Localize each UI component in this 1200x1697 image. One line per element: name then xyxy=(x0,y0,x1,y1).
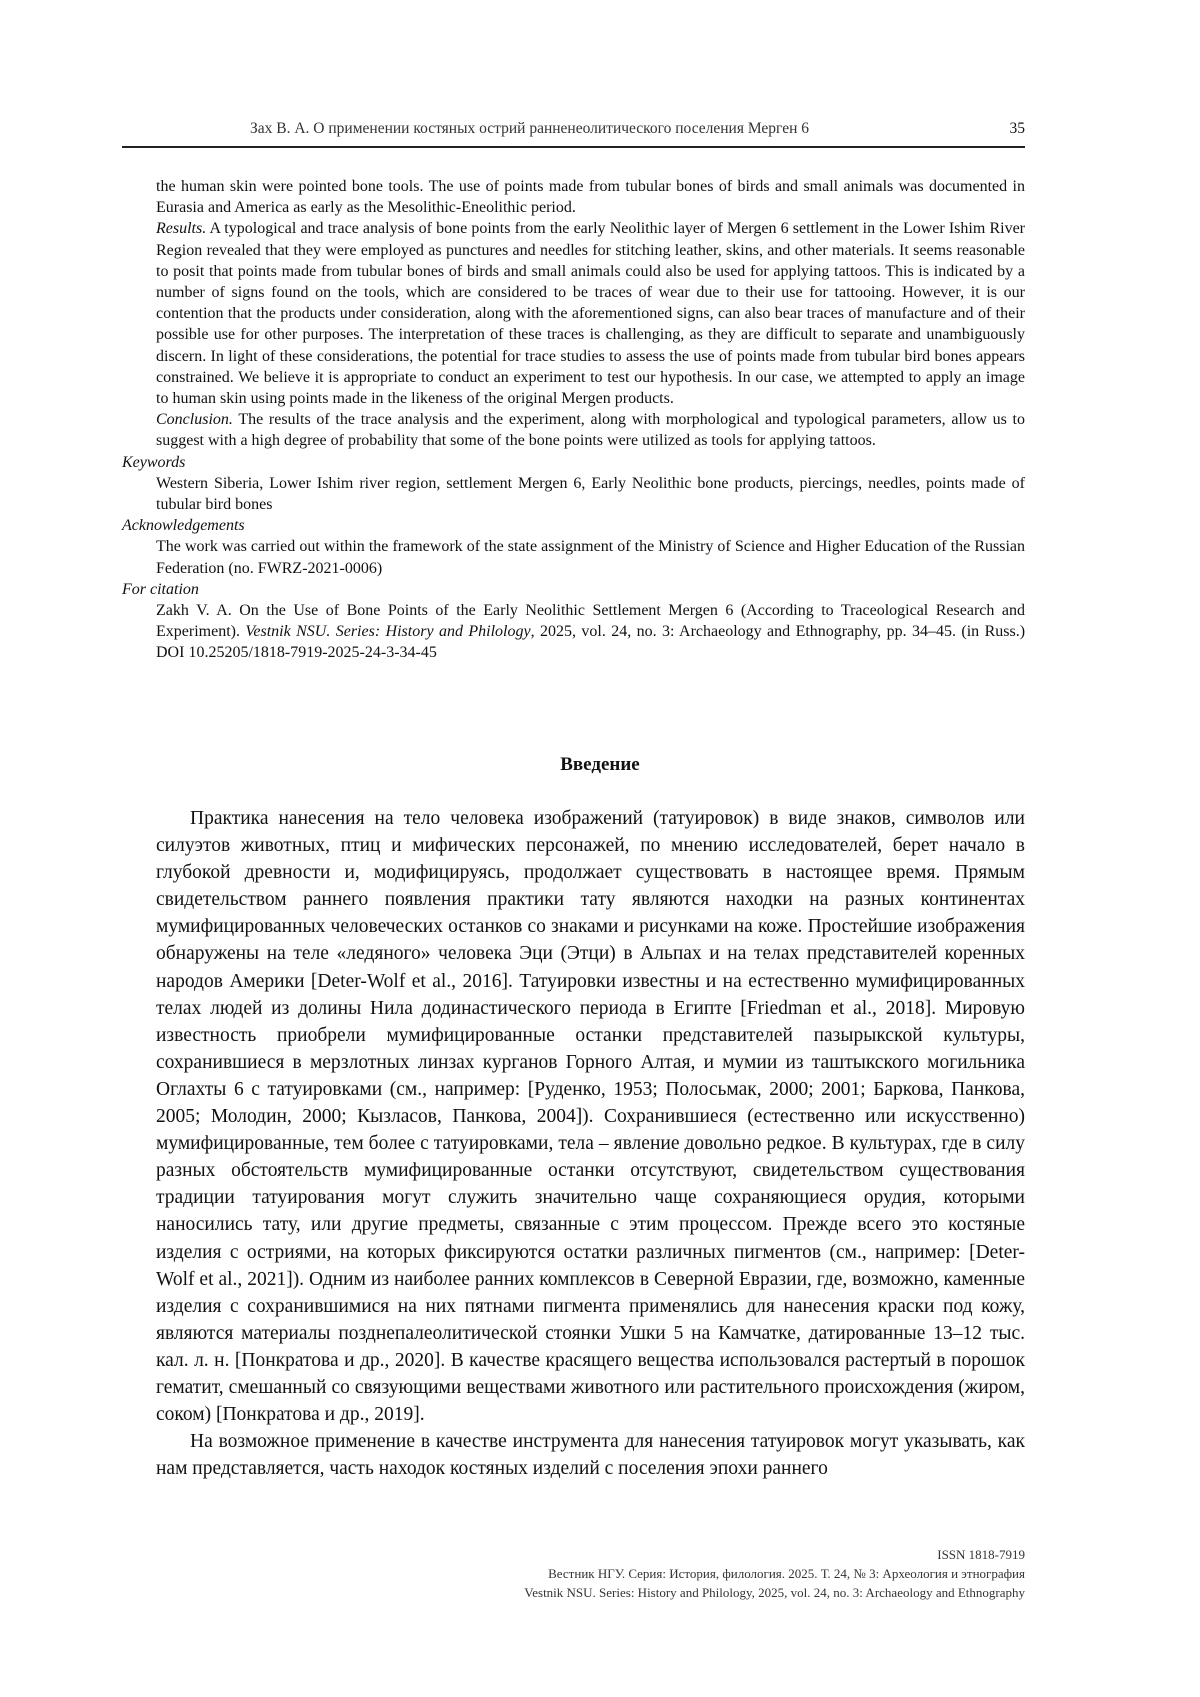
abstract xyxy=(122,176,1025,664)
conclusion-text: The results of the trace analysis and the experiment, along with morphological and typological parameters, allow us to suggest with a high degree of probability that some of the bone points were utilized as tools for applying tattoos. xyxy=(156,411,1025,450)
running-title: Зах В. А. О применении костяных острий ранненеолитического поселения Мерген 6 xyxy=(250,120,810,137)
results-label: Results. xyxy=(156,220,207,238)
page-number: 35 xyxy=(1009,120,1025,137)
results-text: A typological and trace analysis of bone points from the early Neolithic layer of Mergen 6 settlement in the Lower Ishim River Region revealed that they were employed as punctures and needles for stitching leather, skins, and other materials. It seems reasonable to posit that points made from tubular bones of birds and small animals could also be used for applying tattoos. This is indicated by a number of signs found on the tools, which are considered to be traces of wear due to their use for tattooing. However, it is our contention that the products under consideration, along with the aforementioned signs, can also bear traces of manufacture and of their possible use for other purposes. The interpretation of these traces is challenging, as they are difficult to separate and unambiguously discern. In light of these considerations, the potential for trace studies to assess the use of points made from tubular bird bones appears constrained. We believe it is appropriate to conduct an experiment to test our hypothesis. In our case, we attempted to apply an image to human skin using points made in the likeness of the original Mergen products. xyxy=(156,220,1025,408)
section-title: Введение xyxy=(560,754,640,775)
abstract-results xyxy=(122,218,1025,409)
citation-journal: Vestnik NSU. Series: History and Philology xyxy=(245,623,531,641)
citation-label: For citation xyxy=(122,580,199,598)
running-header xyxy=(250,120,1025,138)
footer-journal-ru: Вестник НГУ. Серия: История, филология. 2025. Т. 24, № 3: Археология и этнография xyxy=(548,1566,1025,1581)
ack-text: The work was carried out within the framework of the state assignment of the Ministry of Science and Higher Education of the Russian Federation (no. FWRZ-2021-0006) xyxy=(156,538,1025,577)
citation-b: , 2025, vol. 24, no. 3: Archaeology and Ethnography, pp. 34–45. (in Russ.) DOI 10.25205/1818-7919-2025-24-3-34-45 xyxy=(156,623,1026,662)
header-rule xyxy=(122,146,1025,148)
keywords-label: Keywords xyxy=(122,453,186,471)
citation-text xyxy=(122,600,1025,664)
ack-label: Acknowledgements xyxy=(122,517,245,535)
keywords-text: Western Siberia, Lower Ishim river region, settlement Mergen 6, Early Neolithic bone products, piercings, needles, points made of tubular bird bones xyxy=(156,474,1025,514)
body-text xyxy=(156,805,1025,1482)
abstract-intro: the human skin were pointed bone tools. The use of points made from tubular bones of birds and small animals was documented in Eurasia and America as early as the Mesolithic-Eneolithic period. xyxy=(156,178,1025,217)
citation-a: Zakh V. A. On the Use of Bone Points of the Early Neolithic Settlement Mergen 6 (According to Traceological Research and Experiment). xyxy=(156,602,1025,641)
footer-journal-en: Vestnik NSU. Series: History and Philology, 2025, vol. 24, no. 3: Archaeology and Ethnography xyxy=(524,1585,1025,1600)
conclusion-label: Conclusion. xyxy=(156,411,233,429)
abstract-conclusion xyxy=(122,409,1025,451)
footer xyxy=(524,1545,1025,1602)
paragraph: Практика нанесения на тело человека изображений (татуировок) в виде знаков, символов или силуэтов животных, птиц и мифических персонажей, по мнению исследователей, берет начало в глубокой древности и, модифицируясь, продолжает существовать в настоящее время. Прямым свидетельством раннего появления практики тату являются находки на разных континентах мумифицированных человеческих останков со знаками и рисунками на коже. Простейшие изображения обнаружены на теле «ледяного» человека Эци (Этци) в Альпах и на телах представителей коренных народов Америки [Deter-Wolf et al., 2016]. Татуировки известны и на естественно мумифицированных телах людей из долины Нила додинастического периода в Египте [Friedman et al., 2018]. Мировую известность приобрели мумифицированные останки представителей пазырыкской культуры, сохранившиеся в мерзлотных линзах курганов Горного Алтая, и мумии из таштыкского могильника Оглахты 6 с татуировками (см., например: [Руденко, 1953; Полосьмак, 2000; 2001; Баркова, Панкова, 2005; Молодин, 2000; Кызласов, Панкова, 2004]). Сохранившиеся (естественно или искусственно) мумифицированные, тем более с татуировками, тела – явление довольно редкое. В культурах, где в силу разных обстоятельств мумифицированные останки отсутствуют, свидетельством существования традиции татуирования могут служить значительно чаще сохраняющиеся орудия, которыми наносились тату, или другие предметы, связанные с этим процессом. Прежде всего это костяные изделия с остриями, на которых фиксируются остатки различных пигментов (см., например: [Deter-Wolf et al., 2021]). Одним из наиболее ранних комплексов в Северной Евразии, где, возможно, каменные изделия с сохранившимися на них пятнами пигмента применялись для нанесения краски под кожу, являются материалы позднепалеолитической стоянки Ушки 5 на Камчатке, датированные 13–12 тыс. кал. л. н. [Понкратова и др., 2020]. В качестве красящего вещества использовался растертый в порошок гематит, смешанный со связующими веществами животного или растительного происхождения (жиром, соком) [Понкратова и др., 2019]. xyxy=(156,808,1025,1426)
footer-issn: ISSN 1818-7919 xyxy=(937,1547,1025,1562)
paragraph: На возможное применение в качестве инструмента для нанесения татуировок могут указывать, как нам представляется, часть находок костяных изделий с поселения эпохи раннего xyxy=(156,1431,1025,1480)
